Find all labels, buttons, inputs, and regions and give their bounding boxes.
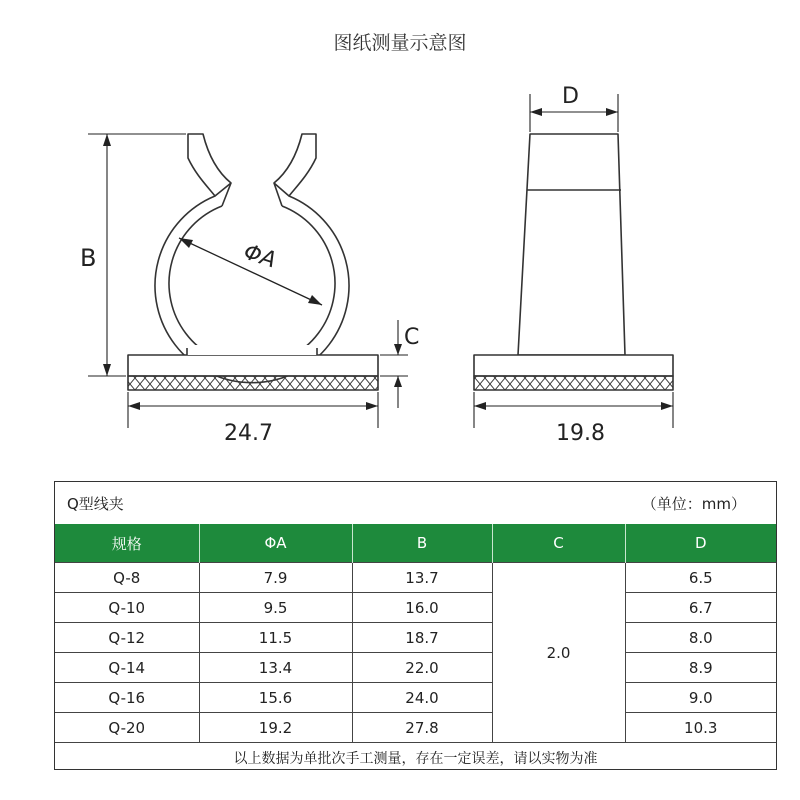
cell-d: 8.9	[625, 653, 776, 683]
label-d: D	[562, 84, 579, 109]
cell-b: 18.7	[352, 623, 492, 653]
header-spec: 规格	[55, 524, 199, 563]
cell-spec: Q-20	[55, 713, 199, 743]
cell-b: 13.7	[352, 563, 492, 593]
header-c: C	[492, 524, 625, 563]
table-note: 以上数据为单批次手工测量，存在一定误差，请以实物为准	[55, 743, 776, 774]
header-d: D	[625, 524, 776, 563]
table-row	[55, 563, 776, 593]
cell-b: 27.8	[352, 713, 492, 743]
table-row	[55, 683, 776, 713]
label-width-left: 24.7	[224, 421, 273, 446]
clip-base-plate	[128, 355, 378, 376]
clip-jaw-left	[188, 134, 231, 196]
cell-b: 22.0	[352, 653, 492, 683]
header-b: B	[352, 524, 492, 563]
clip-jaw-right	[274, 134, 316, 196]
table-row	[55, 623, 776, 653]
table-caption-row	[55, 482, 776, 524]
cell-spec: Q-16	[55, 683, 199, 713]
label-a: ΦA	[240, 239, 280, 274]
table-caption: Q型线夹	[67, 495, 124, 513]
clip-side-view	[474, 134, 673, 390]
spec-table-panel	[54, 481, 777, 770]
cell-d: 8.0	[625, 623, 776, 653]
cell-d: 6.5	[625, 563, 776, 593]
cell-d: 9.0	[625, 683, 776, 713]
clip-ring-inner	[169, 206, 335, 366]
cell-b: 16.0	[352, 593, 492, 623]
cell-a: 19.2	[199, 713, 352, 743]
cell-d: 6.7	[625, 593, 776, 623]
side-base-plate	[474, 355, 673, 376]
table-header-row	[55, 524, 776, 563]
adhesive-layer	[128, 376, 378, 390]
table-row	[55, 713, 776, 743]
cell-b: 24.0	[352, 683, 492, 713]
cell-a: 7.9	[199, 563, 352, 593]
cell-c-merged: 2.0	[492, 563, 625, 743]
cell-a: 11.5	[199, 623, 352, 653]
cell-a: 9.5	[199, 593, 352, 623]
label-b: B	[80, 244, 97, 272]
spec-table	[55, 524, 776, 773]
table-unit: （单位：mm）	[641, 495, 746, 513]
side-adhesive-layer	[474, 376, 673, 390]
cell-d: 10.3	[625, 713, 776, 743]
cell-spec: Q-12	[55, 623, 199, 653]
cell-spec: Q-8	[55, 563, 199, 593]
cell-a: 15.6	[199, 683, 352, 713]
cell-spec: Q-14	[55, 653, 199, 683]
table-note-row	[55, 743, 776, 774]
side-stem	[518, 134, 625, 355]
table-row	[55, 653, 776, 683]
label-c: C	[404, 325, 420, 350]
cell-spec: Q-10	[55, 593, 199, 623]
header-a: ΦA	[199, 524, 352, 563]
cell-a: 13.4	[199, 653, 352, 683]
table-row	[55, 593, 776, 623]
page-title: 图纸测量示意图	[333, 32, 467, 54]
label-width-right: 19.8	[556, 421, 605, 446]
